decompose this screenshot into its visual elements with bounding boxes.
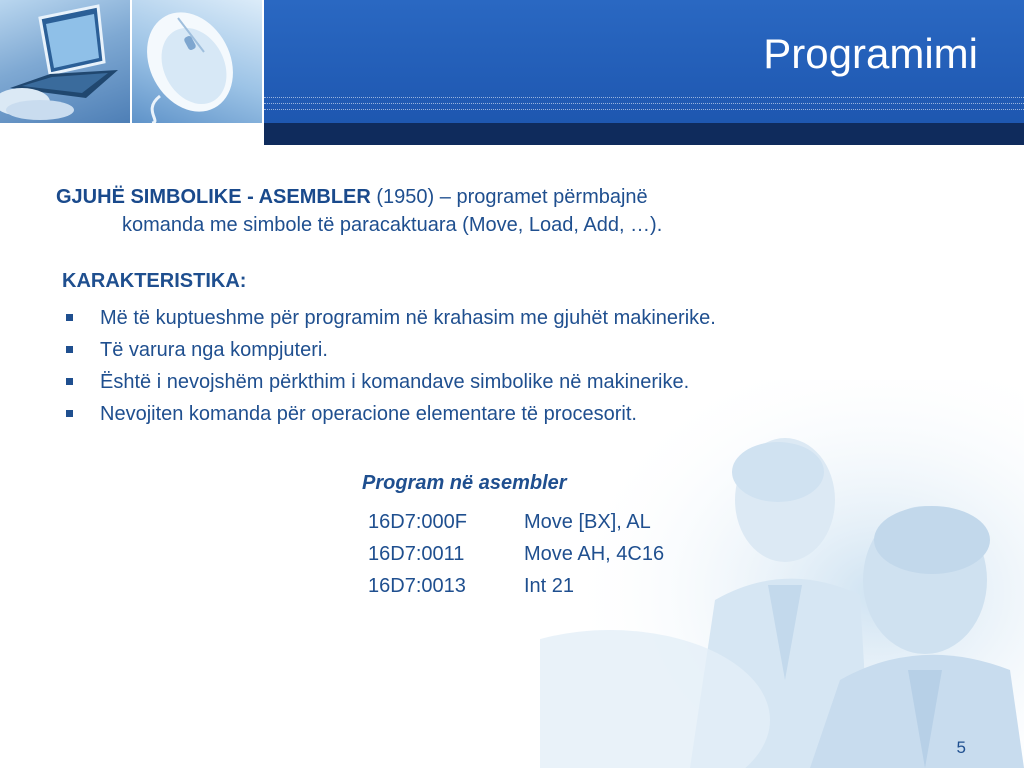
program-title: Program në asembler bbox=[362, 472, 567, 494]
slide-header bbox=[0, 0, 1024, 145]
code-address: 16D7:000F bbox=[368, 511, 467, 533]
header-dark-bar bbox=[264, 123, 1024, 145]
list-item-text: Më të kuptueshme për programim në krahasim me gjuhët makinerike. bbox=[100, 307, 716, 329]
code-instruction: Int 21 bbox=[524, 575, 575, 597]
code-instruction: Move AH, 4C16 bbox=[524, 543, 665, 565]
intro-term: GJUHË SIMBOLIKE - ASEMBLER bbox=[56, 186, 371, 208]
square-bullet-icon bbox=[66, 314, 73, 321]
assembler-code-listing bbox=[368, 506, 664, 602]
characteristics-list bbox=[62, 302, 716, 430]
mouse-photo bbox=[132, 0, 262, 123]
square-bullet-icon bbox=[66, 410, 73, 417]
code-address: 16D7:0011 bbox=[368, 543, 465, 565]
list-item bbox=[62, 302, 716, 334]
slide-title: Programimi bbox=[763, 30, 978, 77]
page-number: 5 bbox=[956, 738, 966, 757]
intro-paragraph bbox=[56, 183, 876, 239]
decorative-dotted-line bbox=[264, 109, 1024, 110]
square-bullet-icon bbox=[66, 378, 73, 385]
decorative-dotted-line bbox=[264, 103, 1024, 104]
code-line bbox=[368, 570, 664, 602]
list-item bbox=[62, 366, 716, 398]
list-item-text: Është i nevojshëm përkthim i komandave simbolike në makinerike. bbox=[100, 371, 690, 393]
header-left-strip bbox=[0, 123, 264, 145]
computer-mouse-icon bbox=[132, 0, 262, 123]
code-address: 16D7:0013 bbox=[368, 575, 466, 597]
laptop-icon bbox=[0, 0, 130, 123]
list-item bbox=[62, 398, 716, 430]
intro-text-line1: (1950) – programet përmbajnë bbox=[370, 186, 648, 208]
intro-text-line2: komanda me simbole të paracaktuara (Move, Load, Add, …). bbox=[122, 214, 663, 236]
code-line bbox=[368, 538, 664, 570]
list-item-text: Nevojiten komanda për operacione elementare të procesorit. bbox=[100, 403, 637, 425]
code-instruction: Move [BX], AL bbox=[524, 511, 651, 533]
code-line bbox=[368, 506, 664, 538]
decorative-dotted-line bbox=[264, 97, 1024, 98]
list-item bbox=[62, 334, 716, 366]
square-bullet-icon bbox=[66, 346, 73, 353]
list-item-text: Të varura nga kompjuteri. bbox=[100, 339, 328, 361]
laptop-photo bbox=[0, 0, 130, 123]
characteristics-heading: KARAKTERISTIKA: bbox=[62, 270, 247, 292]
